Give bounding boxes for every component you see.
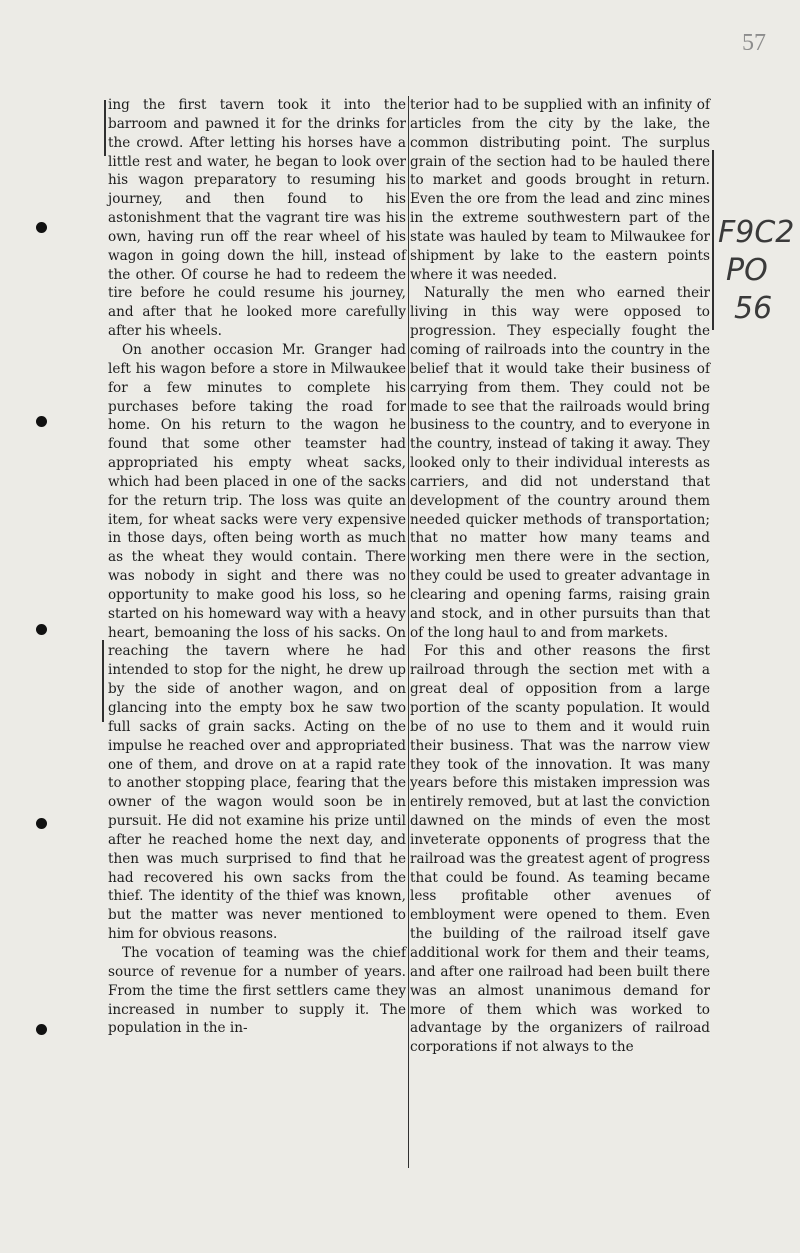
handwritten-annotation bbox=[718, 214, 795, 328]
column-rule-right bbox=[712, 150, 714, 330]
paragraph: For this and other reasons the first railroad through the section met with a great deal of opposition from a large portion of the scanty population. It would be of no use to them and it would ruin their business. That was the narrow view they took of the innovation. It was many years before this mistaken impression was entirely removed, but at last the conviction dawned on the minds of even the most inveterate opponents of progress that the railroad was the greatest agent of progress that could be found. As teaming became less profitable other avenues of embloyment were opened to them. Even the building of the railroad itself gave additional work for them and their teams, and after one railroad had been built there was an almost unanimous demand for more of them which was worked to advantage by the organizers of railroad corporations if not always to the bbox=[410, 643, 710, 1056]
paragraph: Naturally the men who earned their living in this way were opposed to progression. They especially fought the coming of railroads into the country in the belief that it would take their business of carrying from them. They could not be made to see that the railroads would bring business to the country, and to everyone in the country, instead of taking it away. They looked only to their individual interests as carriers, and did not understand that development of the country around them needed quicker methods of transportation; that no matter how many teams and working men there were in the section, they could be used to greater advantage in clearing and opening farms, raising grain and stock, and in other pursuits than that of the long haul to and from markets. bbox=[410, 285, 710, 641]
paragraph: On another occasion Mr. Granger had left his wagon before a store in Milwaukee for a few minutes to complete his purchases before taking the road for home. On his return to the wagon he found that some other teamster had appropriated his empty wheat sacks, which had been placed in one of the sacks for the return trip. The loss was quite an item, for wheat sacks were very expensive in those days, often being worth as much as the wheat they would contain. There was nobody in sight and there was no opportunity to make good his loss, so he started on his homeward way with a heavy heart, bemoaning the loss of his sacks. On reaching the tavern where he had intended to stop for the night, he drew up by the side of another wagon, and on glancing into the empty box he saw two full sacks of grain sacks. Acting on the impulse he reached over and appropriated one of them, and drove on at a rapid rate to another stopping place, fearing that the owner of the wagon would soon be in pursuit. He did not examine his prize until after he reached home the next day, and then was much surprised to find that he had recovered his own sacks from the thief. The identity of the thief was known, but the matter was never mentioned to him for obvious reasons. bbox=[108, 341, 406, 943]
paragraph: The vocation of teaming was the chief source of revenue for a number of years. From the time the first settlers came they increased in number to supply it. The population in the in- bbox=[108, 944, 406, 1037]
right-column bbox=[410, 96, 710, 1057]
column-rule-left-middle bbox=[102, 640, 104, 722]
column-rule-left-top bbox=[104, 100, 106, 156]
annotation-line: PO bbox=[726, 253, 768, 288]
binder-hole bbox=[36, 416, 47, 427]
binder-hole bbox=[36, 624, 47, 635]
paragraph: ing the first tavern took it into the barroom and pawned it for the drinks for the crowd. After letting his horses have a little rest and water, he began to look over his wagon preparatory to resuming his journey, and then found to his astonishment that the vagrant tire was his own, having run off the rear wheel of his wagon in going down the hill, instead of the other. Of course he had to redeem the tire before he could resume his journey, and after that he looked more carefully after his wheels. bbox=[108, 97, 406, 340]
binder-hole bbox=[36, 818, 47, 829]
binder-hole bbox=[36, 222, 47, 233]
page-number: 57 bbox=[742, 30, 766, 56]
column-divider bbox=[408, 96, 409, 1168]
left-column bbox=[108, 96, 406, 1038]
annotation-line: F9C2 bbox=[718, 215, 795, 250]
annotation-line: 56 bbox=[734, 291, 773, 326]
binder-hole bbox=[36, 1024, 47, 1035]
paragraph: terior had to be supplied with an infinity of articles from the city by the lake, the common distributing point. The surplus grain of the section had to be hauled there to market and goods brought in return. Even the ore from the lead and zinc mines in the extreme southwestern part of the state was hauled by team to Milwaukee for shipment by lake to the eastern points where it was needed. bbox=[410, 97, 710, 283]
